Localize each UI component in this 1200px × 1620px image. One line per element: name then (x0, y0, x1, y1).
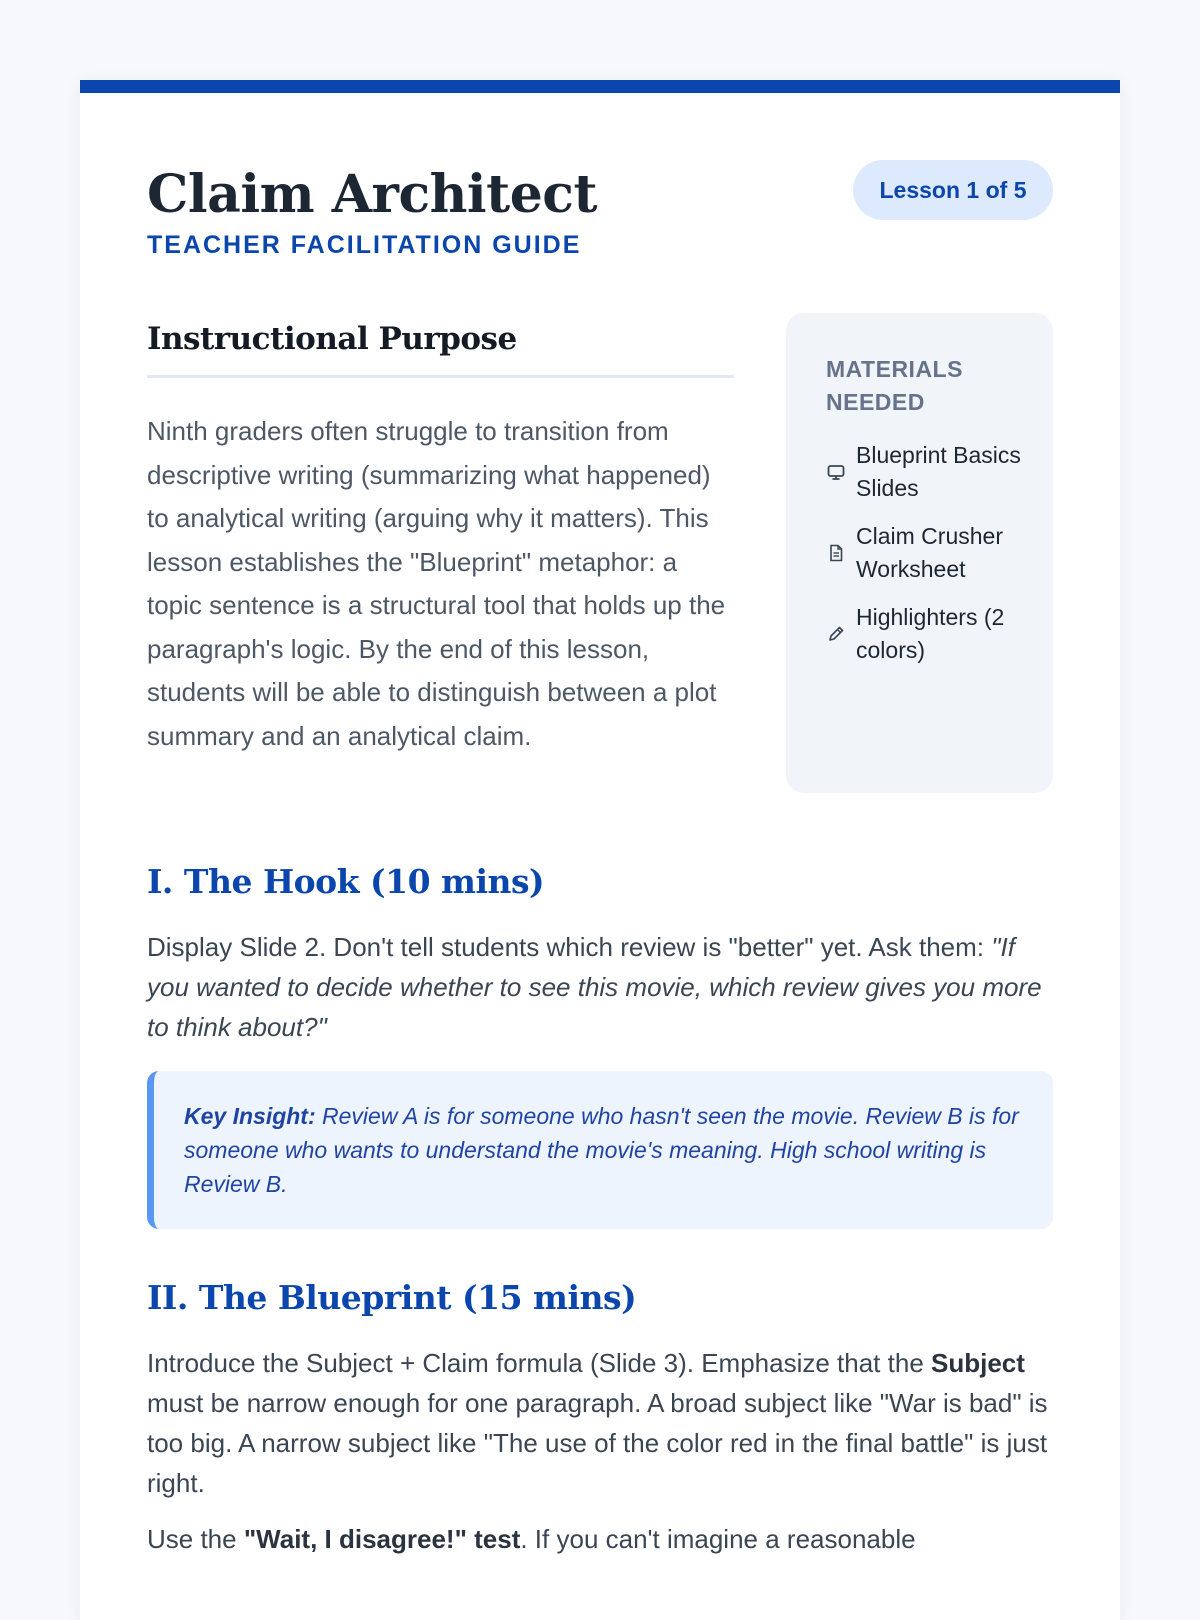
subject-emphasis: Subject (931, 1348, 1025, 1378)
purpose-heading: Instructional Purpose (147, 321, 517, 357)
instructional-purpose-section (147, 293, 734, 758)
hook-section (147, 861, 1053, 1229)
disagree-test-emphasis: "Wait, I disagree!" test (243, 1524, 521, 1554)
hook-text (147, 927, 1053, 1047)
lesson-badge: Lesson 1 of 5 (853, 160, 1053, 220)
blueprint-p1-after: must be narrow enough for one paragraph. A broad subject like "War is bad" is too big. A narrow subject like "The use of the color red in the final battle" is just right. (147, 1388, 1048, 1498)
materials-card (786, 313, 1053, 793)
blueprint-p2-before: Use the (147, 1524, 244, 1554)
key-insight-callout (147, 1071, 1053, 1229)
hook-heading: I. The Hook (10 mins) (147, 862, 545, 901)
material-label: Claim Crusher Worksheet (856, 523, 1003, 582)
document-title: Claim Architect (147, 164, 597, 225)
material-item-highlighters (826, 601, 1025, 667)
guide-page (80, 80, 1120, 1620)
blueprint-paragraph-1 (147, 1343, 1053, 1503)
material-label: Highlighters (2 colors) (856, 604, 1005, 663)
blueprint-heading: II. The Blueprint (15 mins) (147, 1278, 637, 1317)
monitor-icon (826, 462, 846, 482)
section-divider (147, 375, 734, 378)
material-item-slides (826, 439, 1025, 505)
document-subtitle: TEACHER FACILITATION GUIDE (147, 231, 582, 259)
page-content (147, 93, 1053, 1559)
hook-text-lead: Display Slide 2. Don't tell students which review is "better" yet. Ask them: (147, 932, 992, 962)
blueprint-p2-after: . If you can't imagine a reasonable (520, 1524, 916, 1554)
blueprint-p1-before: Introduce the Subject + Claim formula (Slide 3). Emphasize that the (147, 1348, 931, 1378)
blueprint-paragraph-2 (147, 1519, 1053, 1559)
insight-label: Key Insight: (184, 1103, 316, 1129)
blueprint-section (147, 1277, 1053, 1559)
purpose-text: Ninth graders often struggle to transition from descriptive writing (summarizing what happened) to analytical writing (arguing why it matters). This lesson establishes the "Blueprint" metaphor: a topic sentence is a structural tool that holds up the paragraph's logic. By the end of this lesson, students will be able to distinguish between a plot summary and an analytical claim. (147, 416, 726, 751)
purpose-row (147, 293, 1053, 813)
materials-title: MATERIALS NEEDED (826, 356, 963, 415)
document-icon (826, 543, 846, 563)
document-header (147, 93, 1053, 293)
insight-text: Review A is for someone who hasn't seen the movie. Review B is for someone who wants to understand the movie's meaning. High school writing is Review B. (184, 1103, 1019, 1197)
material-label: Blueprint Basics Slides (856, 442, 1021, 501)
pencil-icon (826, 624, 846, 644)
hook-question: "If you wanted to decide whether to see this movie, which review gives you more to think about?" (147, 932, 1042, 1042)
material-item-worksheet (826, 520, 1025, 586)
